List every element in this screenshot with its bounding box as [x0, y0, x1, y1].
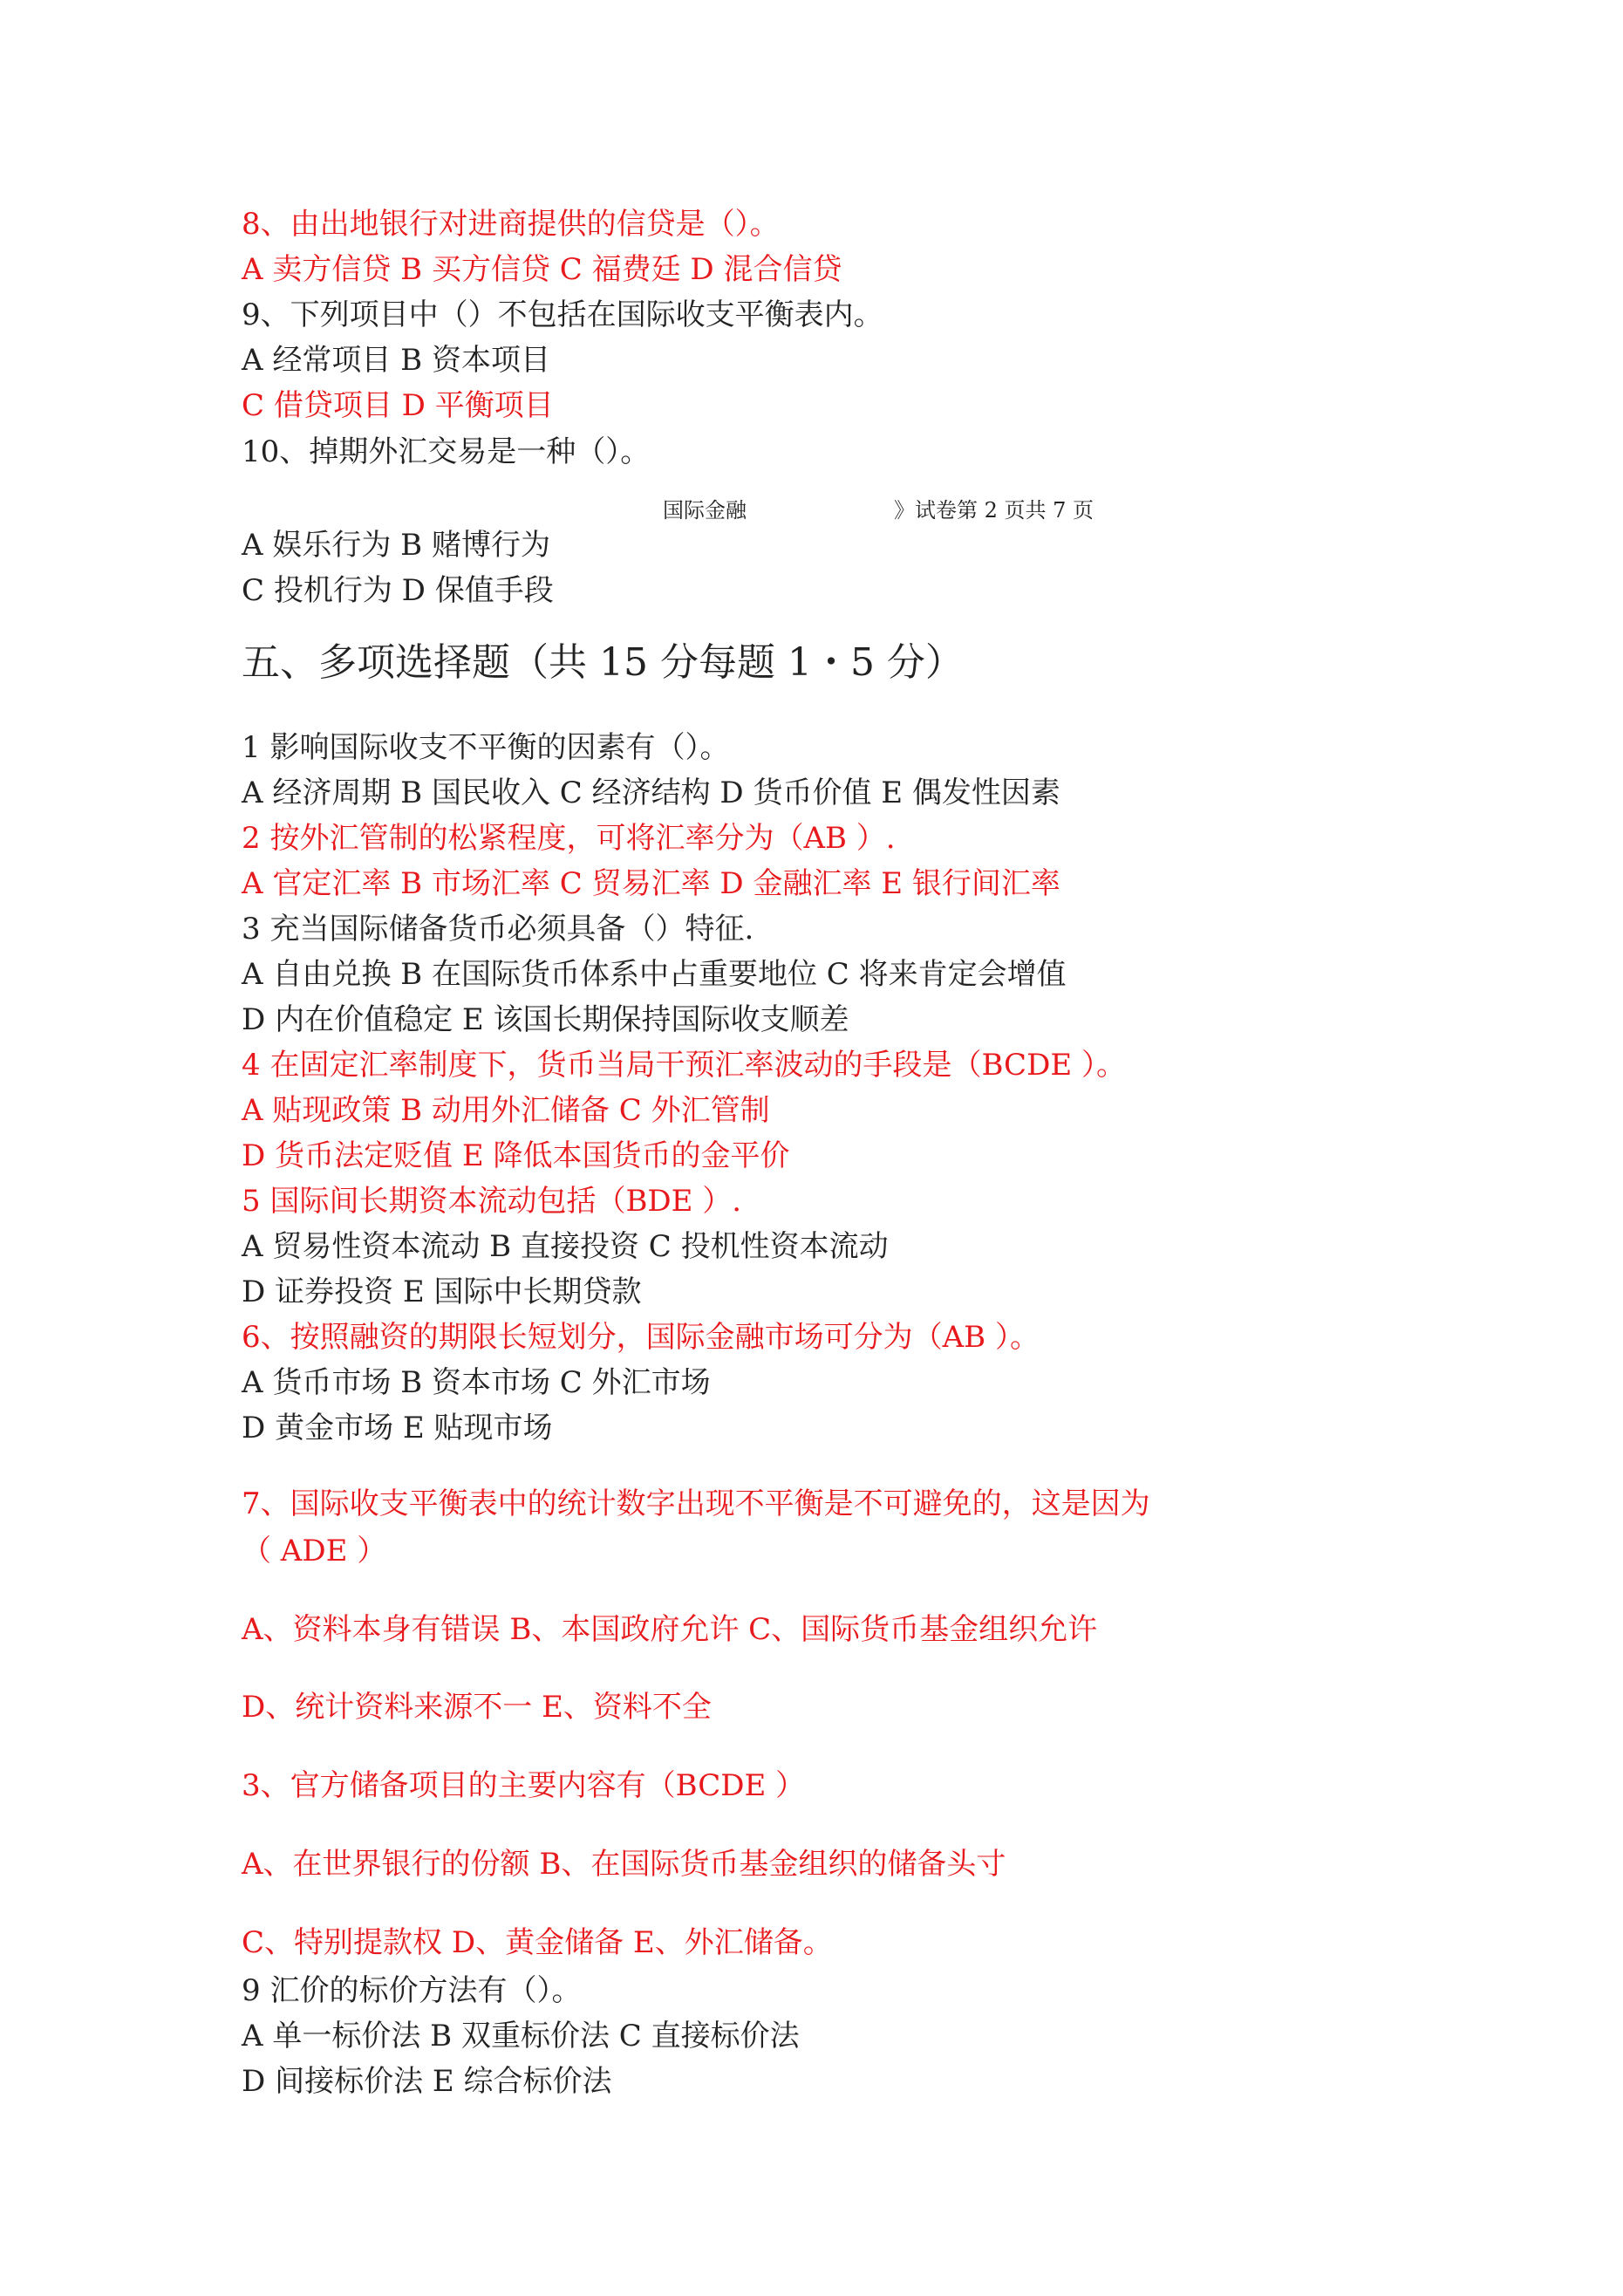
- question-line: C 投机行为 D 保值手段: [242, 573, 554, 608]
- answer-line: 4 在固定汇率制度下，货币当局干预汇率波动的手段是（BCDE ）。: [242, 1048, 1126, 1083]
- page-footer-right: 》试卷第 2 页共 7 页: [894, 498, 1095, 523]
- question-line: D 内在价值稳定 E 该国长期保持国际收支顺差: [242, 1002, 849, 1037]
- question-line: 3 充当国际储备货币必须具备（）特征.: [242, 912, 754, 946]
- answer-line: A 卖方信贷 B 买方信贷 C 福费廷 D 混合信贷: [242, 252, 842, 287]
- question-line: A 经常项目 B 资本项目: [242, 343, 550, 378]
- answer-line: C、特别提款权 D、黄金储备 E、外汇储备。: [242, 1925, 833, 1960]
- question-line: 9 汇价的标价方法有（）。: [242, 1973, 582, 2008]
- answer-line: 5 国际间长期资本流动包括（BDE ）.: [242, 1184, 742, 1219]
- answer-line: 2 按外汇管制的松紧程度，可将汇率分为（AB ）.: [242, 821, 896, 856]
- answer-line: A、资料本身有错误 B、本国政府允许 C、国际货币基金组织允许: [242, 1612, 1098, 1647]
- question-line: A 贸易性资本流动 B 直接投资 C 投机性资本流动: [242, 1229, 889, 1264]
- answer-line: （ ADE ）: [242, 1534, 387, 1568]
- answer-line: D 货币法定贬值 E 降低本国货币的金平价: [242, 1138, 790, 1173]
- answer-line: C 借贷项目 D 平衡项目: [242, 388, 554, 423]
- question-line: D 证券投资 E 国际中长期贷款: [242, 1274, 642, 1309]
- answer-line: D、统计资料来源不一 E、资料不全: [242, 1690, 712, 1725]
- answer-line: 8、由出地银行对进商提供的信贷是（）。: [242, 207, 780, 242]
- section-heading: 五、多项选择题（共 15 分每题 1・5 分）: [242, 640, 964, 685]
- question-line: A 自由兑换 B 在国际货币体系中占重要地位 C 将来肯定会增值: [242, 957, 1067, 992]
- question-line: D 黄金市场 E 贴现市场: [242, 1411, 553, 1445]
- answer-line: A、在世界银行的份额 B、在国际货币基金组织的储备头寸: [242, 1847, 1006, 1882]
- question-line: D 间接标价法 E 综合标价法: [242, 2064, 612, 2099]
- answer-line: 3、官方储备项目的主要内容有（BCDE ）: [242, 1768, 806, 1803]
- question-line: A 娱乐行为 B 赌博行为: [242, 528, 550, 563]
- answer-line: A 贴现政策 B 动用外汇储备 C 外汇管制: [242, 1093, 770, 1128]
- question-line: A 货币市场 B 资本市场 C 外汇市场: [242, 1365, 711, 1400]
- question-line: A 经济周期 B 国民收入 C 经济结构 D 货币价值 E 偶发性因素: [242, 776, 1060, 810]
- question-line: A 单一标价法 B 双重标价法 C 直接标价法: [242, 2019, 800, 2053]
- answer-line: A 官定汇率 B 市场汇率 C 贸易汇率 D 金融汇率 E 银行间汇率: [242, 866, 1060, 901]
- question-line: 10、掉期外汇交易是一种（）。: [242, 434, 651, 469]
- page-footer-left: 国际金融: [663, 498, 747, 523]
- question-line: 9、下列项目中（）不包括在国际收支平衡表内。: [242, 297, 883, 332]
- answer-line: 6、按照融资的期限长短划分，国际金融市场可分为（AB ）。: [242, 1320, 1040, 1355]
- question-line: 1 影响国际收支不平衡的因素有（）。: [242, 730, 730, 765]
- answer-line: 7、国际收支平衡表中的统计数字出现不平衡是不可避免的，这是因为: [242, 1486, 1150, 1521]
